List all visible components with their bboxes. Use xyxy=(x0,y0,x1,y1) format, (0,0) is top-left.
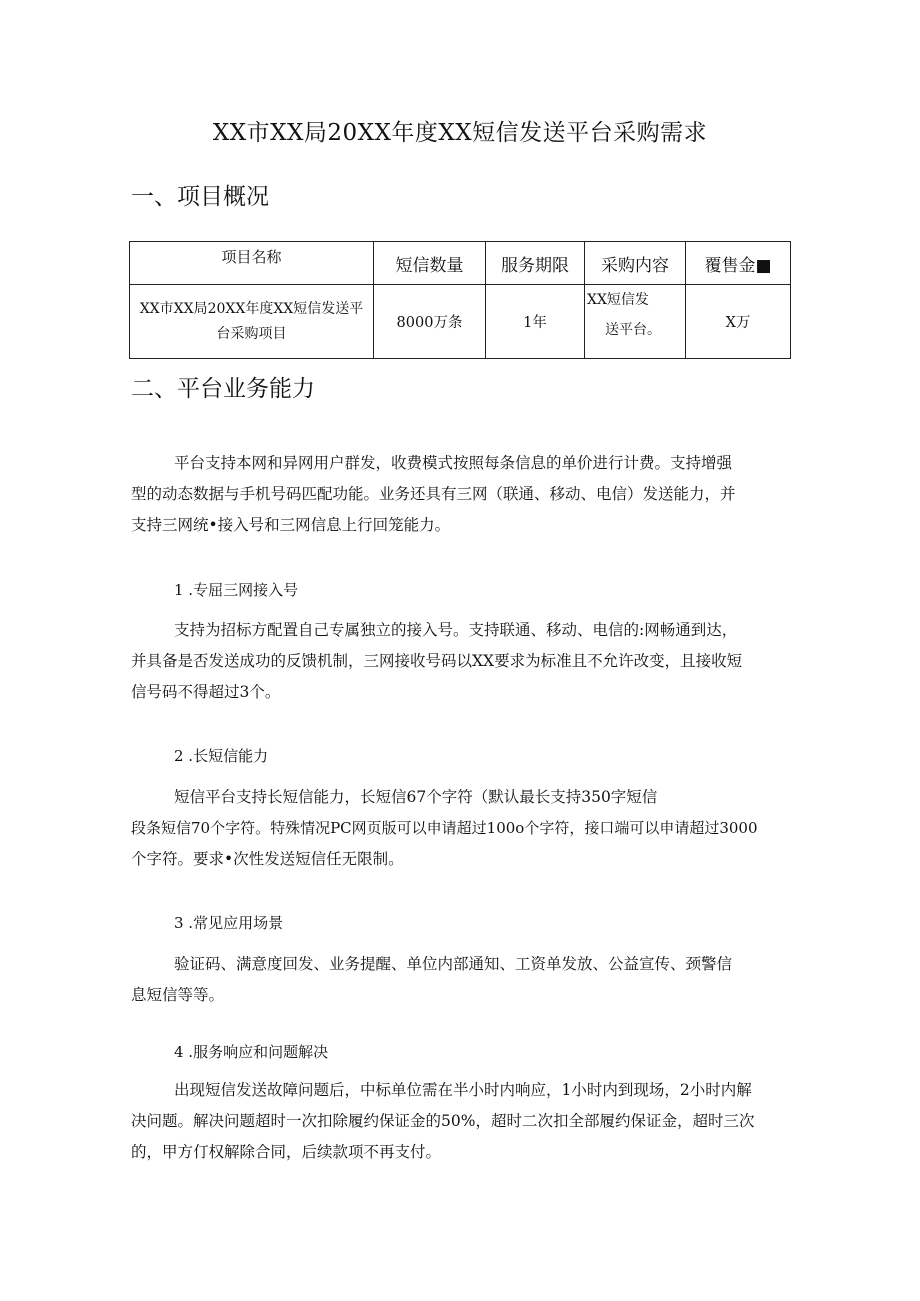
header-purchase-content: 采购内容 xyxy=(585,242,686,285)
item-2-title: 2 .长短信能力 xyxy=(174,747,269,765)
paragraph-line: 平台支持本网和异网用户群发，收费模式按照每条信息的单价进行计费。支持增强 xyxy=(174,454,733,472)
item-1-paragraph xyxy=(131,615,792,708)
table-header-row xyxy=(130,242,791,285)
item-2-paragraph xyxy=(131,782,792,875)
section-heading-overview: 一、项目概况 xyxy=(131,184,269,210)
project-name-line-1: XX市XX局20XX年度XX短信发送平 xyxy=(139,300,364,317)
item-3-title: 3 .常见应用场景 xyxy=(174,914,284,932)
header-service-period: 服务期限 xyxy=(486,242,585,285)
cell-purchase-content xyxy=(585,285,686,359)
cell-amount: X万 xyxy=(686,285,791,359)
header-amount: 覆售金■ xyxy=(686,242,791,285)
cell-sms-quantity: 8000万条 xyxy=(374,285,486,359)
header-sms-quantity: 短信数量 xyxy=(374,242,486,285)
item-1-title: 1 .专屈三网接入号 xyxy=(174,581,299,599)
document-title: XX市XX局20XX年度XX短信发送平台采购需求 xyxy=(212,120,708,146)
paragraph-line: 型的动态数据与手机号码匹配功能。业务还具有三网（联通、移动、电信）发送能力，并 xyxy=(131,485,736,503)
content-line-2: 送平台。 xyxy=(605,322,661,338)
paragraph-line: 支持为招标方配置自己专属独立的接入号。支持联通、移动、电信的:网畅通到达， xyxy=(174,621,738,639)
cell-service-period: 1年 xyxy=(486,285,585,359)
table-row xyxy=(130,285,791,359)
paragraph-line: 息短信等等。 xyxy=(131,986,225,1004)
item-4-paragraph xyxy=(131,1075,792,1168)
cell-project-name xyxy=(130,285,374,359)
header-project-name: 项目名称 xyxy=(130,242,374,285)
paragraph-line: 验证码、满意度回发、业务提醒、单位内部通知、工资单发放、公益宣传、颈警信 xyxy=(174,955,733,973)
paragraph-line: 段条短信70个字符。特殊情况PC网页版可以申请超过100o个字符，接口端可以申请超过3000 xyxy=(131,819,758,837)
paragraph-line: 短信平台支持长短信能力，长短信67个字符（默认最长支持350字短信 xyxy=(174,788,658,806)
item-4-title: 4 .服务响应和问题解决 xyxy=(174,1043,329,1061)
paragraph-line: 决问题。解决问题超时一次扣除履约保证金的50%，超时二次扣全部履约保证金，超时三次 xyxy=(131,1112,755,1130)
intro-paragraph xyxy=(131,448,792,541)
paragraph-line: 出现短信发送故障问题后，中标单位需在半小时内响应，1小时内到现场，2小时内解 xyxy=(174,1081,752,1099)
item-3-paragraph xyxy=(131,949,792,1011)
paragraph-line: 支持三网统•接入号和三网信息上行回笼能力。 xyxy=(131,516,451,534)
project-name-line-2: 台采购项目 xyxy=(216,325,287,342)
content-line-1: XX短信发 xyxy=(587,292,649,308)
section-heading-capability: 二、平台业务能力 xyxy=(131,376,315,402)
project-overview-table xyxy=(129,241,791,359)
paragraph-line: 个字符。要求•次性发送短信任无限制。 xyxy=(131,850,404,868)
paragraph-line: 并具备是否发送成功的反馈机制，三网接收号码以XX要求为标准且不允许改变，且接收短 xyxy=(131,652,743,670)
paragraph-line: 的，甲方仃权解除合同，后续款项不再支付。 xyxy=(131,1143,442,1161)
paragraph-line: 信号码不得超过3个。 xyxy=(131,683,281,701)
